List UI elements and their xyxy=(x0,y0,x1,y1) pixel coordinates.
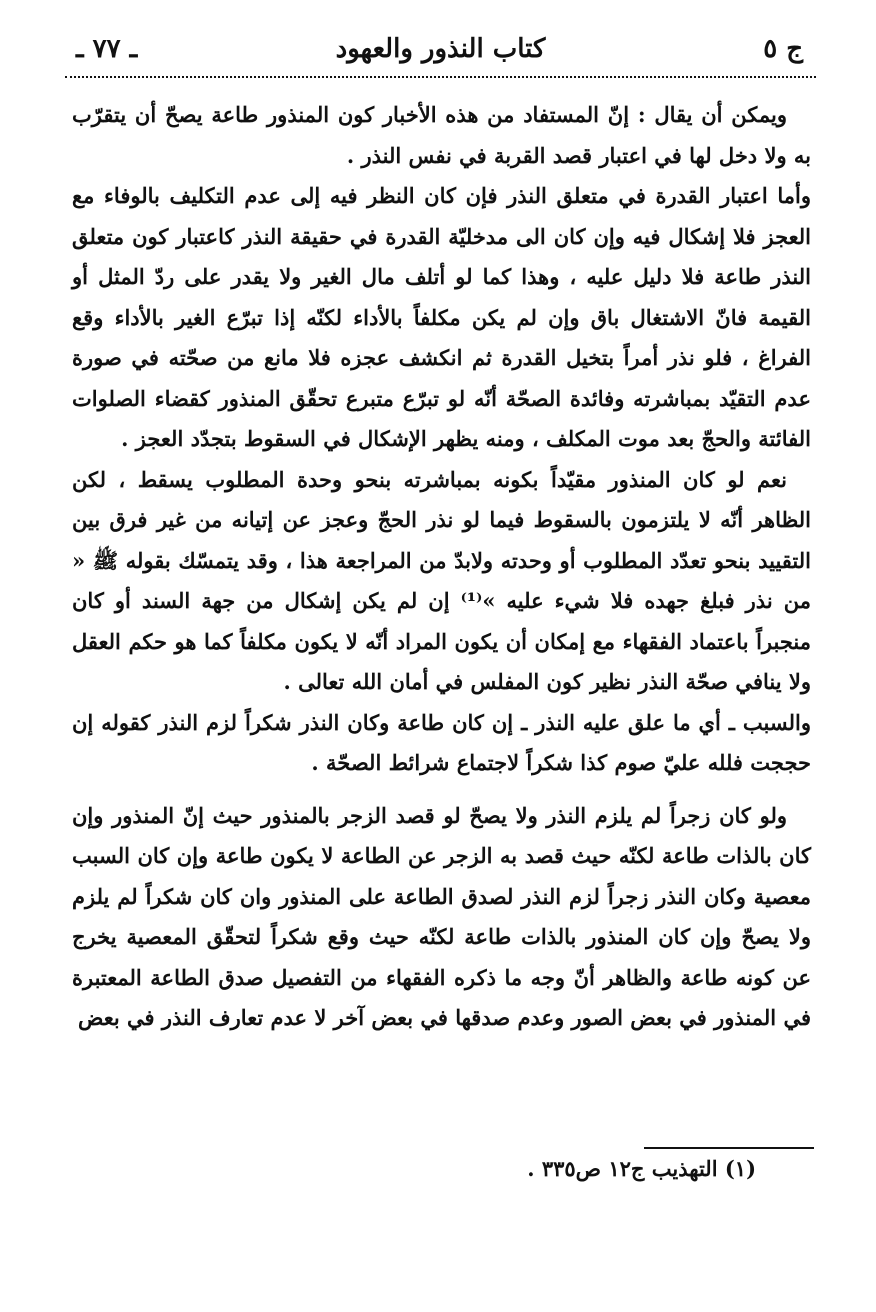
paragraph: وأما اعتبار القدرة في متعلق النذر فإن كان النظر فيه إلى عدم التكليف بالوفاء مع العجز فلا إشكال فيه وإن كان الى مدخليّة القدرة في حقيقة النذر كاعتبار كون متعلق النذر طاعة فلا دليل عليه ، وهذا كما لو أتلف مال الغير ولا يقدر على ردّ المثل أو القيمة فانّ الاشتغال باق وإن لم يكن مكلفاً بالأداء لكنّه إذا تبرّع الغير بالأداء وقع الفراغ ، فلو نذر أمراً بتخيل القدرة ثم انكشف عجزه فلا مانع من صحّته في صورة عدم التقيّد بمباشرته وفائدة الصحّة أنّه لو تبرّع متبرع تحقّق المنذور كقضاء الصلوات الفائتة والحجّ بعد موت المكلف ، ومنه يظهر الإشكال في السقوط بتجدّد العجز . xyxy=(72,183,811,451)
paragraph: ويمكن أن يقال : إنّ المستفاد من هذه الأخبار كون المنذور طاعة يصحّ أن يتقرّب به ولا دخل لها في اعتبار قصد القربة في نفس النذر . xyxy=(72,102,811,168)
volume-label: ج ٥ xyxy=(763,34,803,64)
page-header xyxy=(70,30,811,72)
footnote-divider xyxy=(644,1147,814,1149)
paragraph: والسبب ـ أي ما علق عليه النذر ـ إن كان طاعة وكان النذر شكراً لزم النذر كقوله إن حججت فلله عليّ صوم كذا شكراً لاجتماع شرائط الصحّة . xyxy=(72,709,811,775)
footnote: (١) التهذيب ج١٢ ص٣٣٥ . xyxy=(527,1156,756,1181)
paragraph: ولو كان زجراً لم يلزم النذر ولا يصحّ لو قصد الزجر بالمنذور حيث إنّ المنذور وإن كان بالذات طاعة لكنّه حيث قصد به الزجر عن الطاعة لا يكون طاعة وإن كان السبب معصية وكان النذر زجراً لزم النذر لصدق الطاعة على المنذور وان كان شكراً لم يلزم ولا يصحّ وإن كان المنذور بالذات طاعة لكنّه حيث وقع شكراً لتحقّق المعصية يخرج عن كونه طاعة والظاهر أنّ وجه ما ذكره الفقهاء من التفصيل صدق الطاعة المعتبرة في المنذور في بعض الصور وعدم صدقها في بعض آخر لا عدم تعارف النذر في بعض xyxy=(72,802,811,1030)
main-text xyxy=(72,95,811,1039)
page-number: ـ ٧٧ ـ xyxy=(76,34,138,64)
header-divider xyxy=(65,76,816,78)
paragraph: نعم لو كان المنذور مقيّداً بكونه بمباشرته بنحو وحدة المطلوب يسقط ، لكن الظاهر أنّه لا يلتزمون بالسقوط فيما لو نذر الحجّ وعجز عن إتيانه من غير فرق بين التقييد بنحو تعدّد المطلوب أو وحدته ولابدّ من المراجعة هذا ، وقد يتمسّك بقوله ﷺ « من نذر فبلغ جهده فلا شيء عليه »⁽¹⁾ إن لم يكن إشكال من جهة السند أو كان منجبراً باعتماد الفقهاء مع إمكان أن يكون المراد أنّه لا يكون مكلفاً كما هو حكم العقل ولا ينافي صحّة النذر نظير كون المفلس في أمان الله تعالى . xyxy=(72,466,811,694)
book-title: كتاب النذور والعهود xyxy=(335,34,546,64)
